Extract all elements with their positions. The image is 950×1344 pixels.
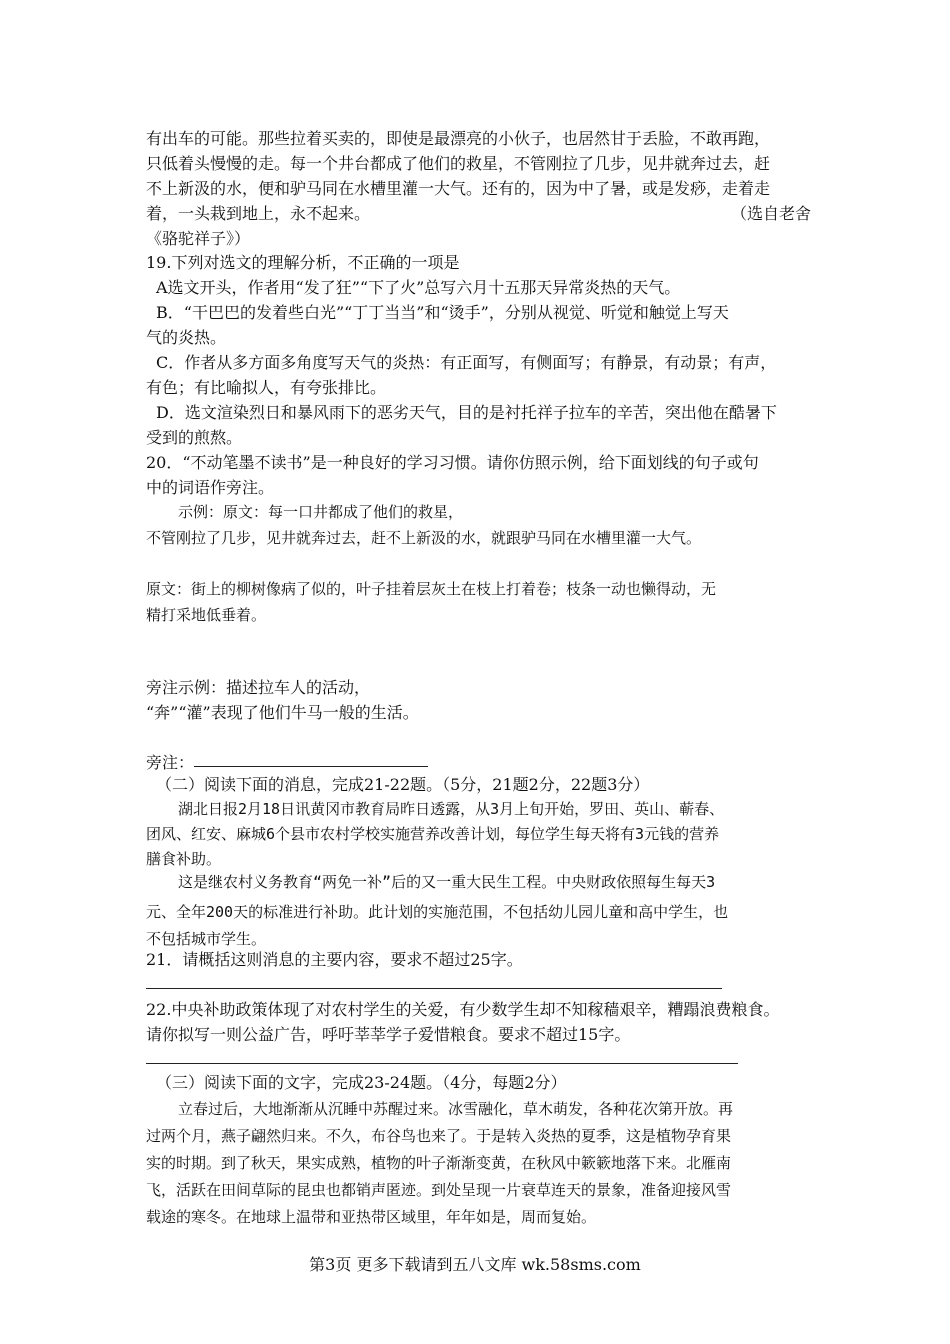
q19-option-c-cont: 有色；有比喻拟人，有夸张排比。: [146, 378, 387, 397]
q20-answer-label: 旁注：: [146, 753, 195, 772]
q22-stem-line1: 22.中央补助政策体现了对农村学生的关爱，有少数学生却不知稼穑艰辛，糟蹋浪费粮食。: [146, 1000, 780, 1019]
news-p1-line3: 膳食补助。: [146, 850, 222, 868]
question-21: [146, 947, 811, 972]
section-2: [146, 772, 811, 797]
q19-option-d: D．选文渲染烈日和暴风雨下的恶劣天气，目的是衬托祥子拉车的辛苦，突出他在酷暑下: [156, 403, 777, 422]
section-2-heading: （二）阅读下面的消息，完成21-22题。（5分，21题2分，22题3分）: [156, 775, 650, 794]
question-22: [146, 997, 811, 1047]
q19-option-d-cont: 受到的煎熬。: [146, 428, 243, 447]
s3-line4: 飞，活跃在田间草际的昆虫也都销声匿迹。到处呈现一片衰草连天的景象，准备迎接风雪: [146, 1181, 732, 1199]
source-note-line2: [146, 226, 811, 251]
passage-line: 着，一头栽到地上，永不起来。: [146, 204, 371, 223]
q19-option-b-cont: 气的炎热。: [146, 328, 227, 347]
q20-note-example: [146, 675, 811, 725]
s3-line2: 过两个月，燕子翩然归来。不久，布谷鸟也来了。于是转入炎热的夏季，这是植物孕育果: [146, 1127, 732, 1145]
passage-line: 有出车的可能。那些拉着买卖的，即使是最漂亮的小伙子，也居然甘于丢脸，不敢再跑，: [146, 129, 771, 148]
news-paragraph-1: [146, 797, 811, 872]
q20-stem-cont: 中的词语作旁注。: [146, 478, 275, 497]
q22-stem-line2: 请你拟写一则公益广告，呼吁莘莘学子爱惜粮食。要求不超过15字。: [146, 1025, 631, 1044]
q19-option-c: C．作者从多方面多角度写天气的炎热：有正面写，有侧面写；有静景，有动景；有声，: [156, 353, 777, 372]
q20-stem: 20．“不动笔墨不读书”是一种良好的学习习惯。请你仿照示例，给下面划线的句子或句: [146, 453, 759, 472]
section-3-heading: （三）阅读下面的文字，完成23-24题。（4分，每题2分）: [156, 1073, 567, 1092]
q20-original-line2: 精打采地低垂着。: [146, 606, 267, 624]
q20-example-2: [146, 526, 811, 551]
question-20: [146, 450, 811, 500]
s3-line3: 实的时期。到了秋天，果实成熟，植物的叶子渐渐变黄，在秋风中簌簌地落下来。北雁南: [146, 1154, 732, 1172]
news-p2-line1: 这是继农村义务教育“两免一补”后的又一重大民生工程。中央财政依照每生每天3: [178, 873, 716, 891]
q19-option-b: B．“干巴巴的发着些白光”“丁丁当当”和“烫手”，分别从视觉、听觉和触觉上写天: [156, 303, 729, 322]
source-note-a: （选自老舍: [730, 204, 811, 223]
source-note: [146, 201, 811, 226]
passage-line: 只低着头慢慢的走。每一个井台都成了他们的救星，不管刚拉了几步，见井就奔过去，赶: [146, 154, 771, 173]
section-3-paragraph: [146, 1096, 811, 1231]
q21-stem: 21．请概括这则消息的主要内容，要求不超过25字。: [146, 950, 523, 969]
q20-answer-blank[interactable]: [194, 766, 428, 767]
section-3: [146, 1070, 811, 1095]
q20-example: [146, 500, 811, 525]
q20-original-line1: 原文：街上的柳树像病了似的，叶子挂着层灰土在枝上打着卷；枝条一动也懒得动，无: [146, 580, 717, 598]
news-p1-line1: 湖北日报2月18日讯黄冈市教育局昨日透露，从3月上旬开始，罗田、英山、蕲春、: [178, 800, 725, 818]
q20-original: [146, 576, 811, 628]
news-p2-line3: 不包括城市学生。: [146, 930, 267, 948]
q20-example-line1: 示例：原文：每一口井都成了他们的救星，: [178, 503, 464, 521]
s3-line1: 立春过后，大地渐渐从沉睡中苏醒过来。冰雪融化，草木萌发，各种花次第开放。再: [178, 1100, 734, 1118]
source-note-b: 《骆驼祥子》）: [146, 229, 251, 248]
q20-note-example-line2: “奔”“灌”表现了他们牛马一般的生活。: [146, 703, 419, 722]
passage-line: 不上新汲的水，便和驴马同在水槽里灌一大气。还有的，因为中了暑，或是发痧，走着走: [146, 179, 771, 198]
news-paragraph-2: [146, 867, 811, 951]
q20-example-line2: 不管刚拉了几步，见井就奔过去，赶不上新汲的水，就跟驴马同在水槽里灌一大气。: [146, 529, 702, 547]
q20-note-example-line1: 旁注示例：描述拉车人的活动，: [146, 678, 371, 697]
q19-option-a: A选文开头，作者用“发了狂”“下了火”总写六月十五那天异常炎热的天气。: [156, 278, 681, 297]
news-p1-line2: 团风、红安、麻城6个县市农村学校实施营养改善计划，每位学生每天将有3元钱的营养: [146, 825, 720, 843]
question-19: [146, 250, 811, 450]
page-footer: 第3页 更多下载请到五八文库 wk.58sms.com: [309, 1255, 641, 1274]
q19-stem: 19.下列对选文的理解分析，不正确的一项是: [146, 253, 460, 272]
s3-line5: 载途的寒冬。在地球上温带和亚热带区域里，年年如是，周而复始。: [146, 1208, 597, 1226]
news-p2-line2: 元、全年200天的标准进行补助。此计划的实施范围，不包括幼儿园儿童和高中学生，也: [146, 903, 729, 921]
q22-answer-blank[interactable]: [146, 1063, 738, 1064]
q21-answer-blank[interactable]: [146, 988, 722, 989]
